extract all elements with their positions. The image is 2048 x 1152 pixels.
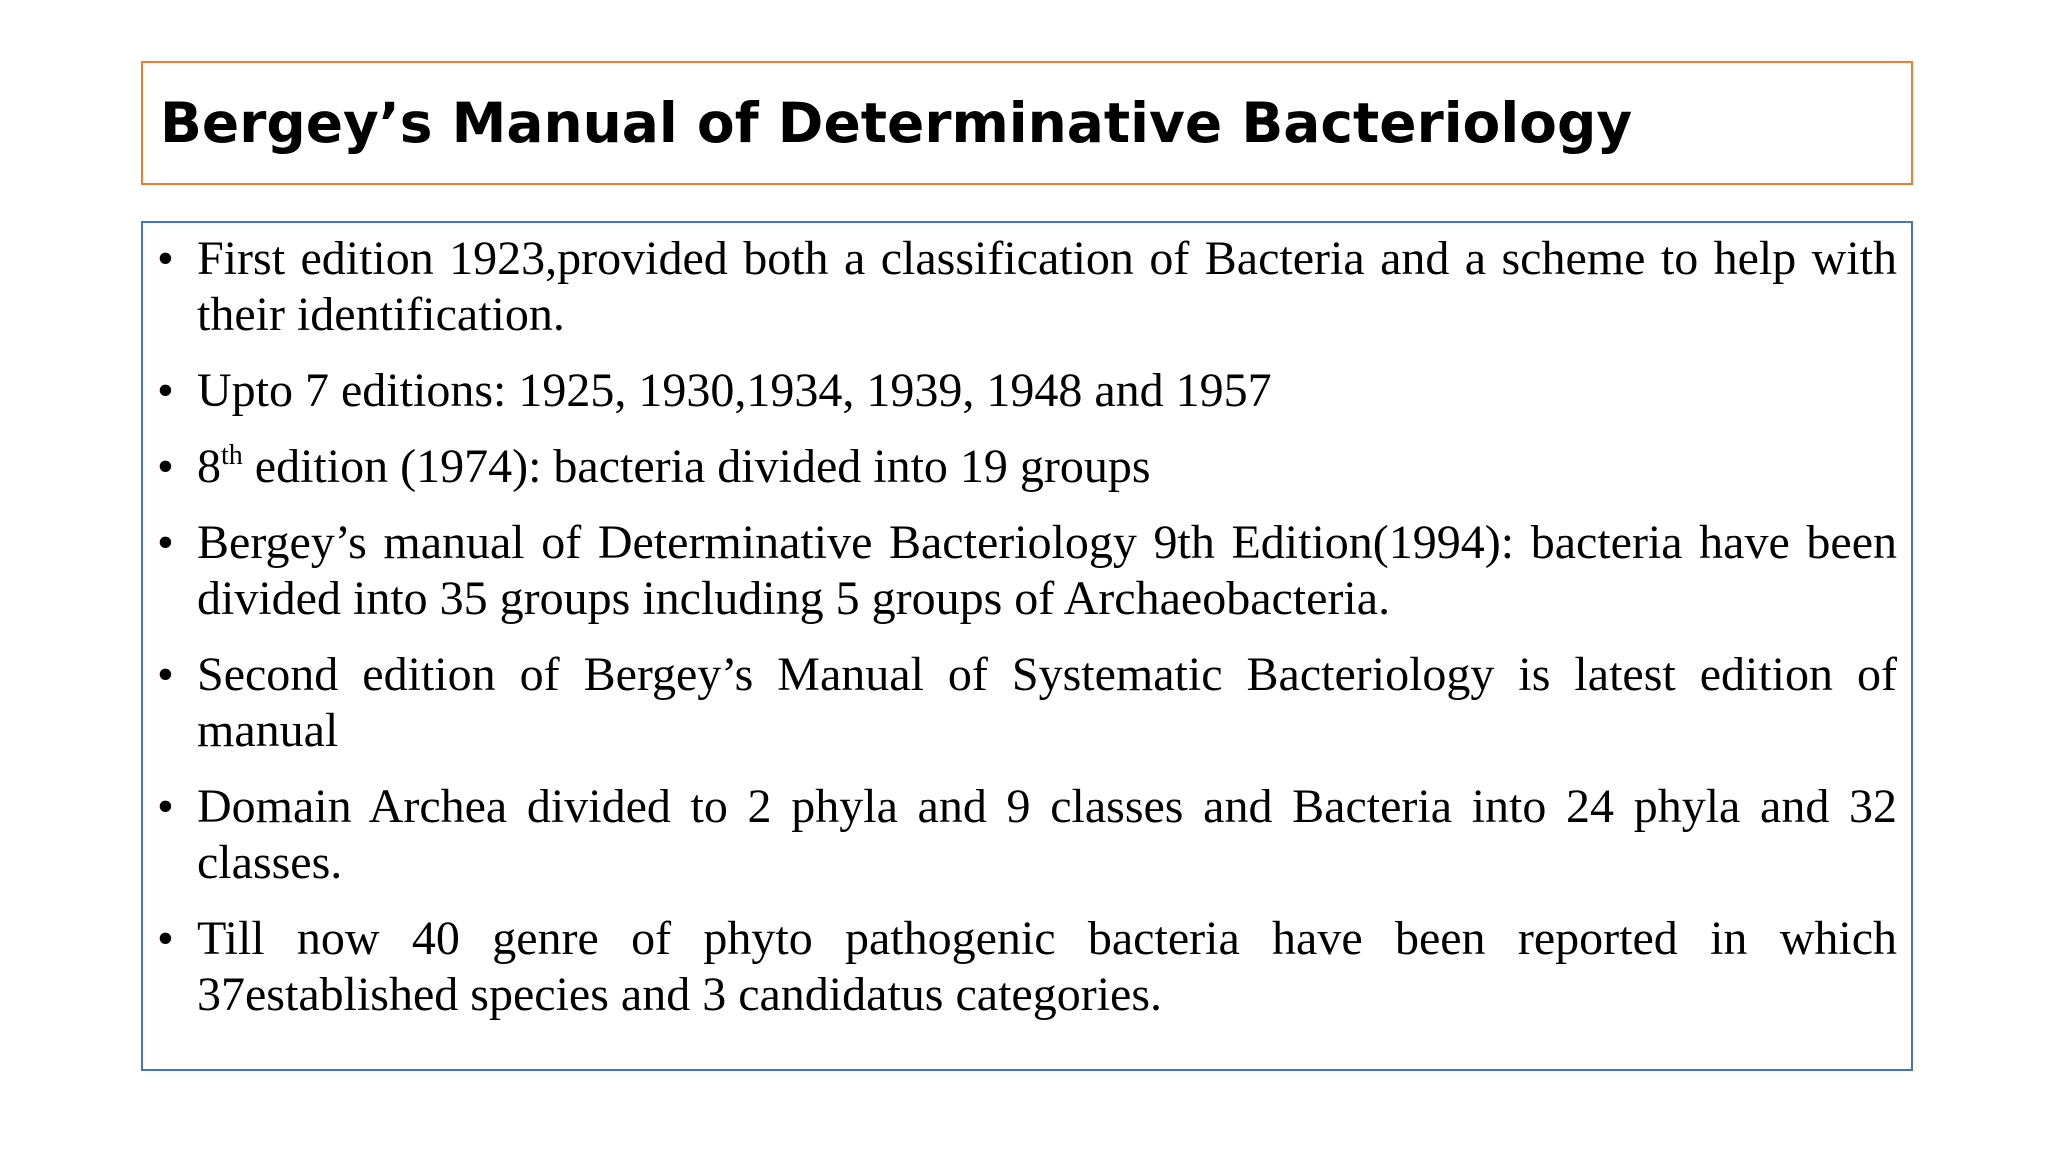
bullet-icon: • [157,232,174,285]
slide-title: Bergey’s Manual of Determinative Bacteriology [160,91,1633,155]
bullet-item [157,231,1897,343]
bullet-text: Second edition of Bergey’s Manual of Systematic Bacteriology is latest edition of manual [197,648,1897,757]
bullet-icon: • [157,440,174,493]
bullet-text: Till now 40 genre of phyto pathogenic bacteria have been reported in which 37established species and 3 candidatus categories. [197,912,1897,1021]
bullet-icon: • [157,364,174,417]
bullet-text: Domain Archea divided to 2 phyla and 9 classes and Bacteria into 24 phyla and 32 classes. [197,780,1897,889]
content-box [141,221,1913,1071]
bullet-text: First edition 1923,provided both a classification of Bacteria and a scheme to help with their identification. [197,232,1897,341]
bullet-icon: • [157,780,174,833]
bullet-text-number: 8 [197,440,221,493]
bullet-text: Bergey’s manual of Determinative Bacteriology 9th Edition(1994): bacteria have been divided into 35 groups including 5 groups of Archaeobacteria. [197,516,1897,625]
bullet-icon: • [157,912,174,965]
bullet-item [157,439,1897,495]
bullet-item [157,363,1897,419]
bullet-list [157,231,1897,1023]
bullet-item [157,515,1897,627]
bullet-item [157,779,1897,891]
bullet-text: edition (1974): bacteria divided into 19 groups [242,440,1151,493]
bullet-item [157,647,1897,759]
bullet-item [157,911,1897,1023]
bullet-text: Upto 7 editions: 1925, 1930,1934, 1939, 1948 and 1957 [197,364,1272,417]
bullet-icon: • [157,648,174,701]
title-box [141,61,1913,185]
bullet-icon: • [157,516,174,569]
bullet-text-superscript: th [221,440,243,471]
